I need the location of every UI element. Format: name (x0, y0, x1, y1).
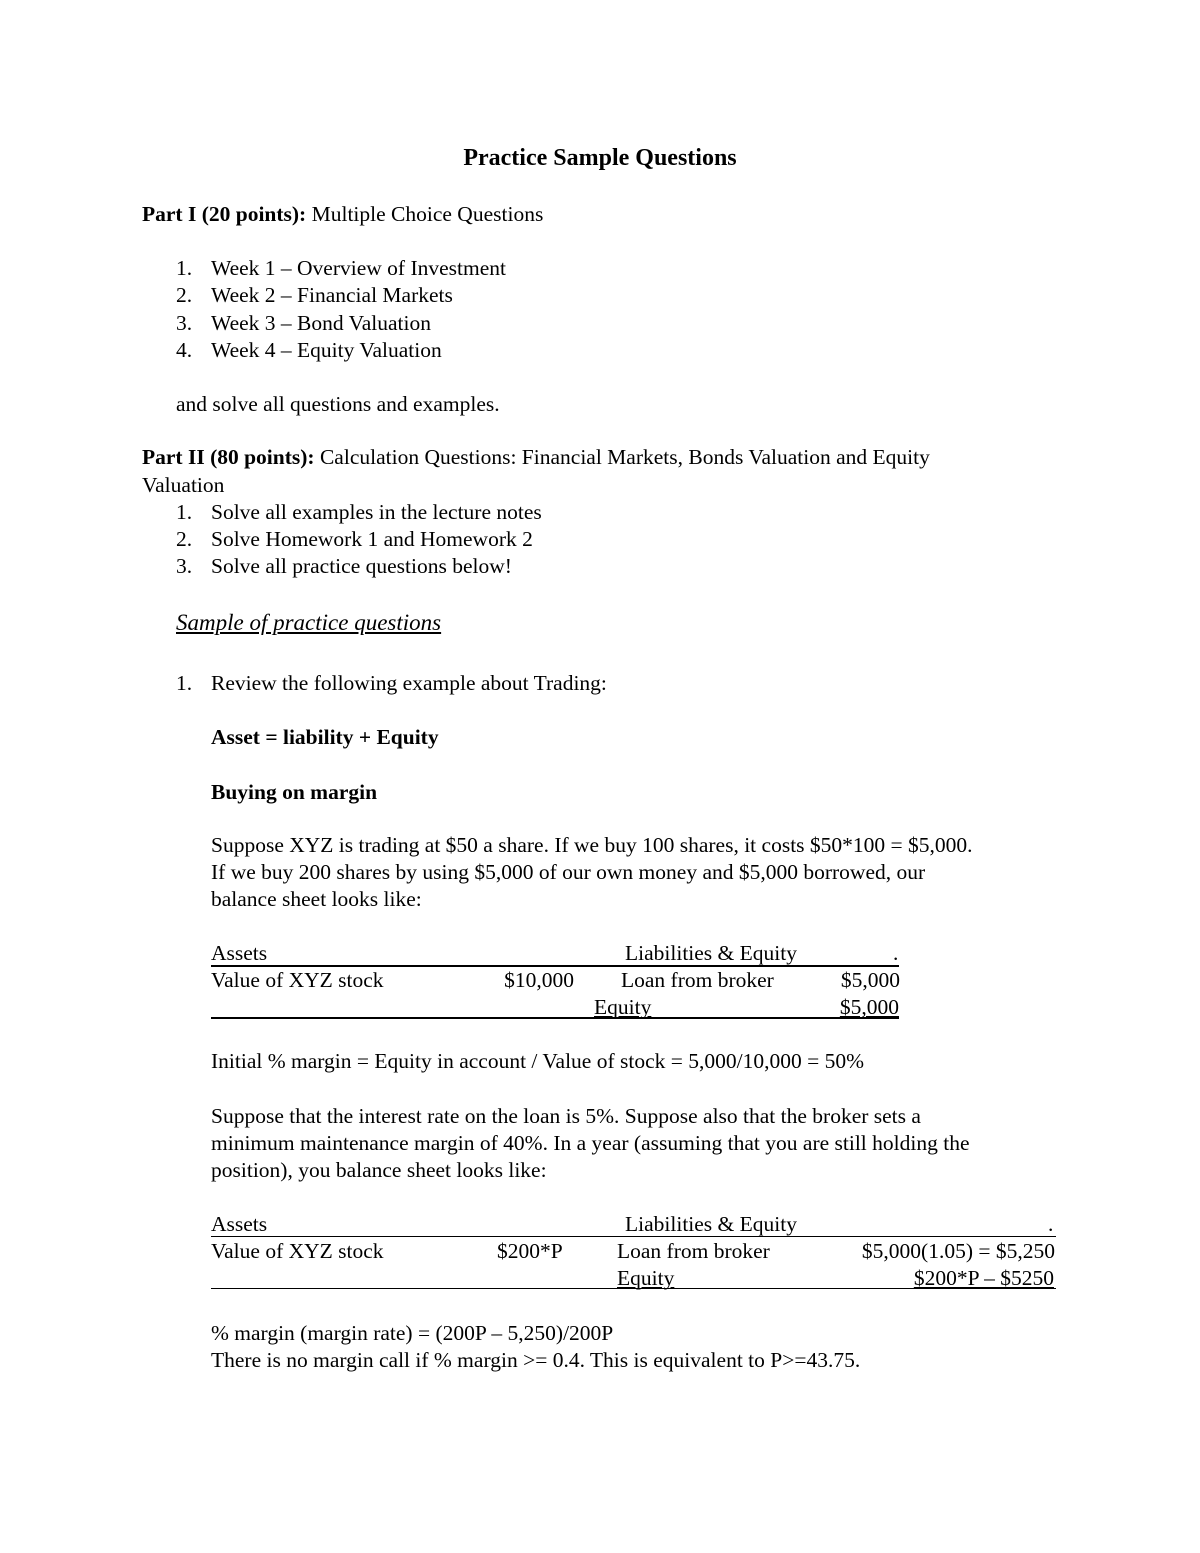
part1-instruction: and solve all questions and examples. (176, 392, 500, 416)
table-cell-loan-label: Loan from broker (621, 968, 774, 992)
list-item-number: 4. (176, 338, 193, 362)
part1-heading: Part I (20 points): (142, 202, 307, 226)
list-item: Solve all examples in the lecture notes (211, 500, 542, 524)
table-cell-asset-value: $10,000 (504, 968, 574, 992)
paragraph-line: position), you balance sheet looks like: (211, 1158, 547, 1182)
table-cell-equity-label: Equity (617, 1266, 675, 1290)
sample-section-heading: Sample of practice questions (176, 610, 442, 635)
list-item-number: 1. (176, 500, 193, 524)
table-bottom-rule (211, 1288, 1056, 1289)
list-item: Week 1 – Overview of Investment (211, 256, 506, 280)
part2-description-cont: Valuation (142, 473, 225, 497)
paragraph-line: minimum maintenance margin of 40%. In a year (assuming that you are still holding the (211, 1131, 970, 1155)
list-item: Solve all practice questions below! (211, 554, 512, 578)
equation: Asset = liability + Equity (211, 725, 439, 749)
initial-margin-formula: Initial % margin = Equity in account / Value of stock = 5,000/10,000 = 50% (211, 1049, 865, 1073)
table-bottom-rule (211, 1017, 899, 1019)
list-item-number: 1. (176, 256, 193, 280)
part2-line (142, 444, 930, 471)
part1-line (142, 201, 543, 228)
question-number: 1. (176, 671, 193, 695)
table-header-assets: Assets (211, 941, 268, 965)
table-cell-loan-label: Loan from broker (617, 1239, 770, 1263)
table-cell-equity-label: Equity (594, 995, 652, 1019)
table-cell-asset-label: Value of XYZ stock (211, 1239, 384, 1263)
table-cell-loan-value: $5,000(1.05) = $5,250 (861, 1239, 1055, 1263)
part2-description: Calculation Questions: Financial Markets, Bonds Valuation and Equity (319, 445, 930, 469)
margin-call-condition: There is no margin call if % margin >= 0.4. This is equivalent to P>=43.75. (211, 1348, 861, 1372)
table-cell-loan-value: $5,000 (840, 968, 900, 992)
part1-description: Multiple Choice Questions (311, 202, 544, 226)
list-item-number: 2. (176, 527, 193, 551)
table-cell-asset-value: $200*P (497, 1239, 563, 1263)
part2-heading: Part II (80 points): (142, 445, 315, 469)
table-header-liabilities-equity: Liabilities & Equity (625, 1212, 797, 1236)
table-header-assets: Assets (211, 1212, 268, 1236)
paragraph-line: balance sheet looks like: (211, 887, 422, 911)
table-cell-asset-label: Value of XYZ stock (211, 968, 384, 992)
table-cell-equity-value: $200*P – $5250 (913, 1266, 1054, 1290)
list-item: Week 2 – Financial Markets (211, 283, 453, 307)
list-item: Solve Homework 1 and Homework 2 (211, 527, 533, 551)
question-text: Review the following example about Trading: (211, 671, 607, 695)
paragraph-line: If we buy 200 shares by using $5,000 of our own money and $5,000 borrowed, our (211, 860, 926, 884)
list-item-number: 2. (176, 283, 193, 307)
paragraph-line: Suppose XYZ is trading at $50 a share. If we buy 100 shares, it costs $50*100 = $5,000. (211, 833, 973, 857)
margin-rate-formula: % margin (margin rate) = (200P – 5,250)/200P (211, 1321, 614, 1345)
table-header-rule (211, 1236, 1056, 1237)
list-item: Week 4 – Equity Valuation (211, 338, 442, 362)
table-header-dot: . (893, 941, 899, 965)
list-item-number: 3. (176, 554, 193, 578)
table-cell-equity-value: $5,000 (839, 995, 899, 1019)
table-header-liabilities-equity: Liabilities & Equity (625, 941, 797, 965)
list-item: Week 3 – Bond Valuation (211, 311, 432, 335)
paragraph-line: Suppose that the interest rate on the loan is 5%. Suppose also that the broker sets a (211, 1104, 921, 1128)
list-item-number: 3. (176, 311, 193, 335)
subheading: Buying on margin (211, 780, 378, 804)
page-title: Practice Sample Questions (463, 145, 737, 171)
table-header-dot: . (1048, 1212, 1054, 1236)
